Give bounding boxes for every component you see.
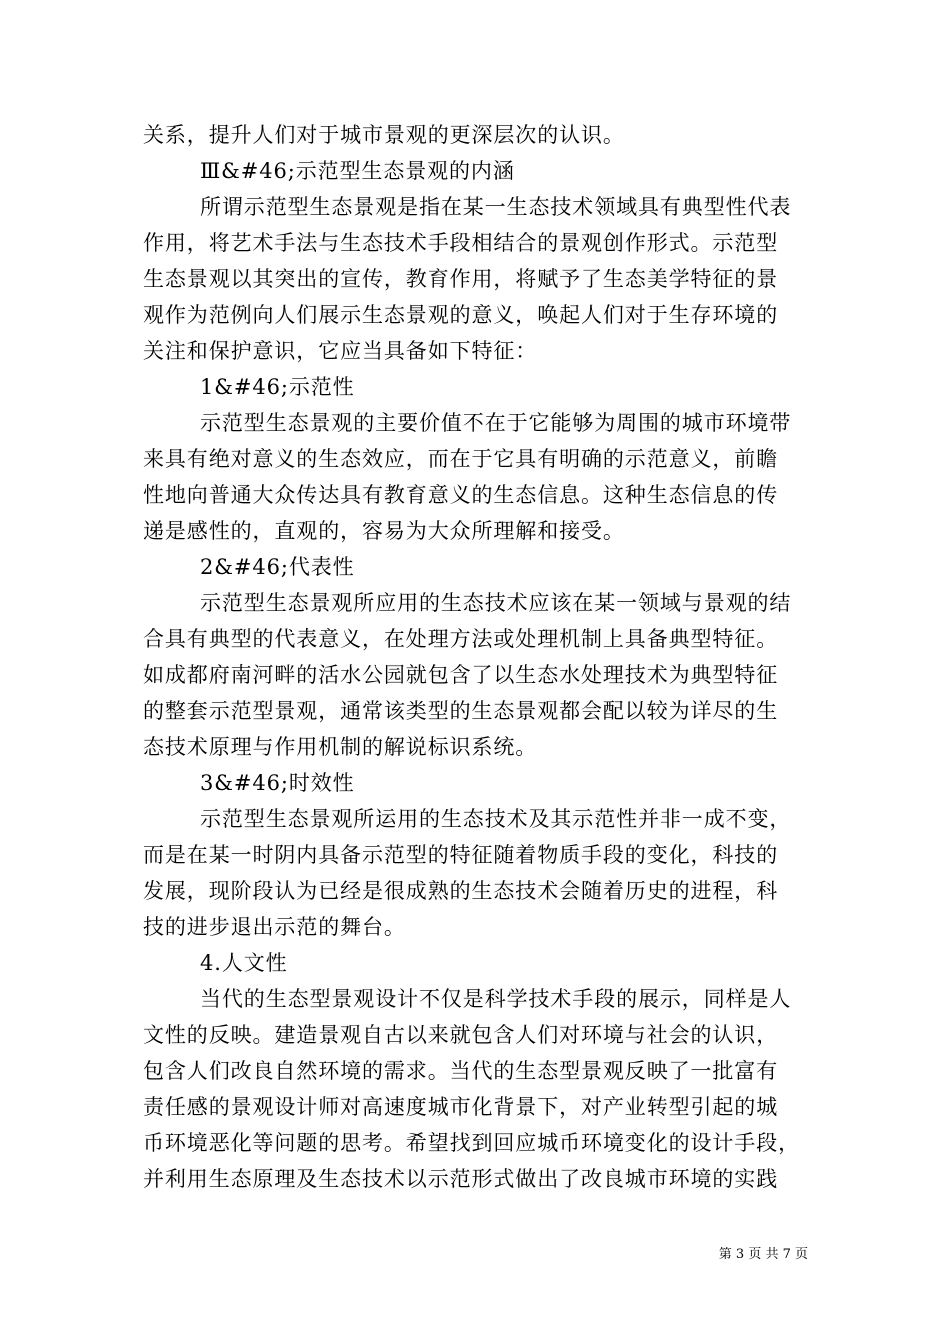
text-line: 示范型生态景观所运用的生态技术及其示范性并非一成不变，: [200, 807, 792, 831]
text-line: 如成都府南河畔的活水公园就包含了以生态水处理技术为典型特征: [143, 663, 779, 687]
text-line: 来具有绝对意义的生态效应，而在于它具有明确的示范意义，前瞻: [143, 447, 779, 471]
text-line: 作用，将艺术手法与生态技术手段相结合的景观创作形式。示范型: [143, 231, 779, 255]
section-heading: 4.人文性: [200, 951, 288, 975]
text-line: 递是感性的，直观的，容易为大众所理解和接受。: [143, 519, 625, 543]
text-line: 示范型生态景观所应用的生态技术应该在某一领域与景观的结: [200, 591, 792, 615]
section-heading: 3&#46;时效性: [200, 771, 355, 795]
text-line: 生态景观以其突出的宣传，教育作用，将赋予了生态美学特征的景: [143, 267, 779, 291]
text-line: 而是在某一时阴内具备示范型的特征随着物质手段的变化，科技的: [143, 843, 779, 867]
text-line: 币环境恶化等问题的思考。希望找到回应城币环境变化的设计手段，: [143, 1131, 800, 1155]
text-line: 观作为范例向人们展示生态景观的意义，唤起人们对于生存环境的: [143, 303, 779, 327]
text-line: 当代的生态型景观设计不仅是科学技术手段的展示，同样是人: [200, 987, 792, 1011]
text-line: 技的进步退出示范的舞台。: [143, 915, 406, 939]
text-line: 性地向普通大众传达具有教育意义的生态信息。这种生态信息的传: [143, 483, 779, 507]
section-heading: 1&#46;示范性: [200, 375, 355, 399]
section-heading: 2&#46;代表性: [200, 555, 355, 579]
section-heading: Ⅲ&#46;示范型生态景观的内涵: [200, 159, 515, 183]
text-line: 的整套示范型景观，通常该类型的生态景观都会配以较为详尽的生: [143, 699, 779, 723]
text-line: 态技术原理与作用机制的解说标识系统。: [143, 735, 538, 759]
page-number-footer: 第 3 页 共 7 页: [718, 1247, 808, 1262]
text-line: 发展，现阶段认为已经是很成熟的生态技术会随着历史的进程，科: [143, 879, 779, 903]
text-line: 并利用生态原理及生态技术以示范形式做出了改良城市环境的实践: [143, 1167, 779, 1191]
text-line: 合具有典型的代表意义，在处理方法或处理机制上具备典型特征。: [143, 627, 779, 651]
text-line: 包含人们改良自然环境的需求。当代的生态型景观反映了一批富有: [143, 1059, 779, 1083]
text-line: 文性的反映。建造景观自古以来就包含人们对环境与社会的认识，: [143, 1023, 779, 1047]
text-line: 关系，提升人们对于城市景观的更深层次的认识。: [143, 123, 625, 147]
text-line: 所谓示范型生态景观是指在某一生态技术领域具有典型性代表: [200, 195, 792, 219]
text-line: 示范型生态景观的主要价值不在于它能够为周围的城市环境带: [200, 411, 792, 435]
text-line: 责任感的景观设计师对高速度城市化背景下，对产业转型引起的城: [143, 1095, 779, 1119]
text-line: 关注和保护意识，它应当具备如下特征：: [143, 339, 538, 363]
